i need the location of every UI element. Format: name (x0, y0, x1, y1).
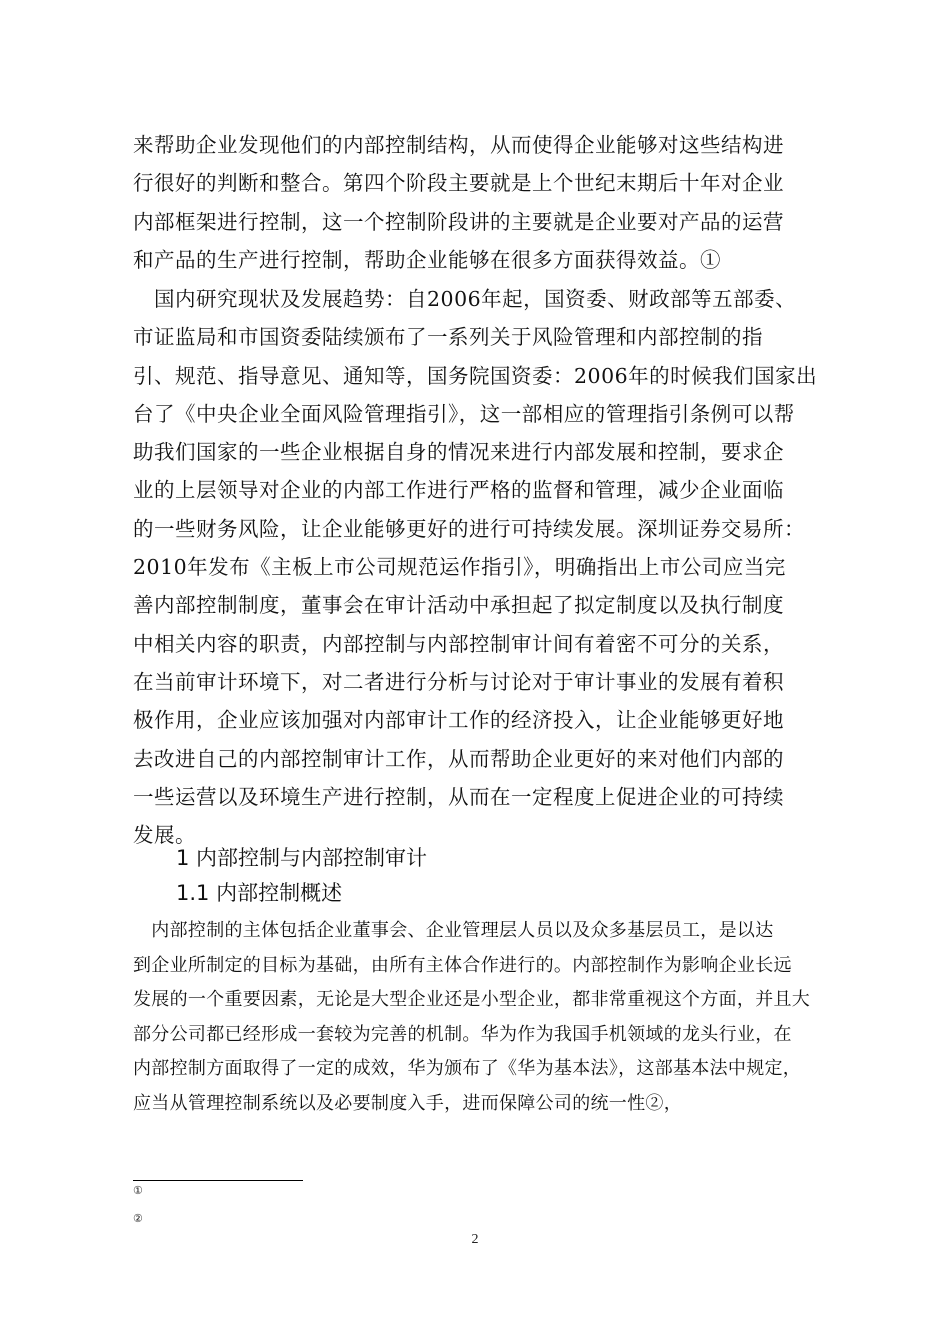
footnote-divider (133, 1180, 303, 1181)
footnote-1: ① (133, 1184, 143, 1197)
paragraph-3 (133, 914, 823, 1122)
page-number: 2 (471, 1232, 479, 1247)
text-line: 发展。 (133, 823, 196, 848)
text-line: 内部控制的主体包括企业董事会、企业管理层人员以及众多基层员工，是以达 (133, 920, 774, 941)
text-line: 业的上层领导对企业的内部工作进行严格的监督和管理，减少企业面临 (133, 478, 784, 503)
section-heading: 1 内部控制与内部控制审计 (176, 846, 428, 870)
text-line: 内部控制方面取得了一定的成效，华为颁布了《华为基本法》，这部基本法中规定， (133, 1058, 802, 1080)
text-line: 在当前审计环境下，对二者进行分析与讨论对于审计事业的发展有着积 (133, 669, 784, 694)
text-line: 国内研究现状及发展趋势：自2006年起，国资委、财政部等五部委、 (133, 287, 797, 311)
text-line: 助我们国家的一些企业根据自身的情况来进行内部发展和控制，要求企 (133, 440, 784, 465)
text-line: 应当从管理控制系统以及必要制度入手，进而保障公司的统一性②， (133, 1092, 682, 1114)
text-line: 善内部控制制度，董事会在审计活动中承担起了拟定制度以及执行制度 (133, 593, 784, 618)
footnote-2: ② (133, 1212, 143, 1225)
text-line: 发展的一个重要因素，无论是大型企业还是小型企业，都非常重视这个方面，并且大 (133, 989, 811, 1011)
text-line: 一些运营以及环境生产进行控制，从而在一定程度上促进企业的可持续 (133, 784, 784, 809)
subsection-heading: 1.1 内部控制概述 (176, 881, 343, 905)
text-line: 的一些财务风险，让企业能够更好的进行可持续发展。深圳证券交易所： (133, 516, 805, 541)
text-line: 引、规范、指导意见、通知等，国务院国资委：2006年的时候我们国家出 (133, 363, 818, 388)
text-line: 内部框架进行控制，这一个控制阶段讲的主要就是企业要对产品的运营 (133, 209, 784, 234)
paragraph-1 (133, 126, 823, 279)
text-line: 台了《中央企业全面风险管理指引》，这一部相应的管理指引条例可以帮 (133, 401, 795, 426)
paragraph-2 (133, 280, 823, 854)
text-line: 和产品的生产进行控制，帮助企业能够在很多方面获得效益。① (133, 247, 721, 272)
text-line: 到企业所制定的目标为基础，由所有主体合作进行的。内部控制作为影响企业长远 (133, 954, 792, 976)
text-line: 2010年发布《主板上市公司规范运作指引》，明确指出上市公司应当完 (133, 555, 786, 580)
text-line: 去改进自己的内部控制审计工作，从而帮助企业更好的来对他们内部的 (133, 746, 784, 771)
text-line: 部分公司都已经形成一套较为完善的机制。华为作为我国手机领域的龙头行业，在 (133, 1023, 792, 1045)
text-line: 行很好的判断和整合。第四个阶段主要就是上个世纪末期后十年对企业 (133, 171, 784, 196)
text-line: 来帮助企业发现他们的内部控制结构，从而使得企业能够对这些结构进 (133, 133, 784, 157)
text-line: 中相关内容的职责，内部控制与内部控制审计间有着密不可分的关系， (133, 631, 784, 656)
text-line: 市证监局和市国资委陆续颁布了一系列关于风险管理和内部控制的指 (133, 325, 763, 350)
text-line: 极作用，企业应该加强对内部审计工作的经济投入，让企业能够更好地 (133, 708, 784, 733)
